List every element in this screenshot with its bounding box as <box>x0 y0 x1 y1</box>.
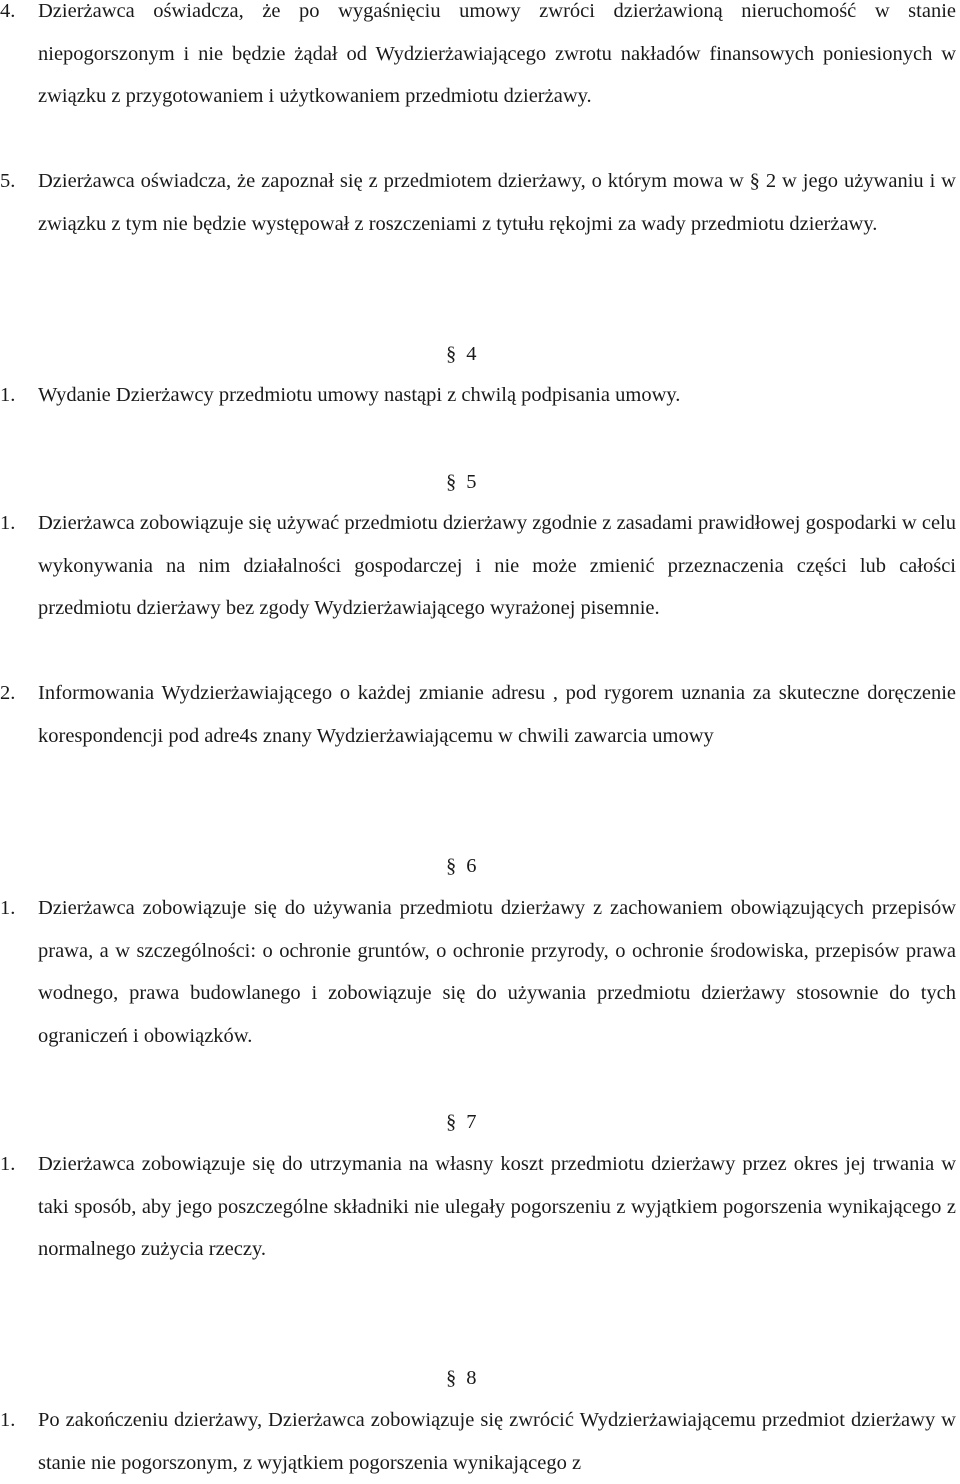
paragraph-number: 1. <box>0 897 16 919</box>
paragraph-number: 1. <box>0 384 16 406</box>
section-7-paragraph-1 <box>0 1143 956 1271</box>
section-4-paragraph-1 <box>0 374 956 417</box>
section-5-paragraph-1 <box>0 502 956 630</box>
section-number: 4 <box>466 343 477 365</box>
paragraph-number: 4. <box>0 0 16 22</box>
paragraph-number: 1. <box>0 512 16 534</box>
paragraph-text: Wydanie Dzierżawcy przedmiotu umowy nastąpi z chwilą podpisania umowy. <box>38 384 681 406</box>
section-heading-6 <box>446 852 486 880</box>
paragraph-number: 1. <box>0 1409 16 1431</box>
paragraph-number: 1. <box>0 1153 16 1175</box>
section-sign: § <box>446 855 457 877</box>
section-number: 8 <box>466 1367 477 1389</box>
paragraph-text: Dzierżawca oświadcza, że zapoznał się z przedmiotem dzierżawy, o którym mowa w § 2 w jego używaniu i w związku z tym nie będzie występował z roszczeniami z tytułu rękojmi za wady przedmiotu dzierżawy. <box>38 170 956 235</box>
paragraph-5 <box>0 160 956 245</box>
section-sign: § <box>446 343 457 365</box>
paragraph-text: Dzierżawca oświadcza, że po wygaśnięciu umowy zwróci dzierżawioną nieruchomość w stanie niepogorszonym i nie będzie żądał od Wydzierżawiającego zwrotu nakładów finansowych poniesionych w związku z przygotowaniem i użytkowaniem przedmiotu dzierżawy. <box>38 0 956 107</box>
section-heading-5 <box>446 468 486 496</box>
section-sign: § <box>446 1367 457 1389</box>
section-number: 7 <box>466 1111 477 1133</box>
section-sign: § <box>446 1111 457 1133</box>
section-sign: § <box>446 471 457 493</box>
section-number: 6 <box>466 855 477 877</box>
paragraph-text: Dzierżawca zobowiązuje się używać przedmiotu dzierżawy zgodnie z zasadami prawidłowej gospodarki w celu wykonywania na nim działalności gospodarczej i nie może zmienić przeznaczenia części lub całości przedmiotu dzierżawy bez zgody Wydzierżawiającego wyrażonej pisemnie. <box>38 512 956 619</box>
section-6-paragraph-1 <box>0 887 956 1057</box>
section-5-paragraph-2 <box>0 672 956 757</box>
paragraph-text: Dzierżawca zobowiązuje się do utrzymania na własny koszt przedmiotu dzierżawy przez okres jej trwania w taki sposób, aby jego poszczególne składniki nie ulegały pogorszeniu z wyjątkiem pogorszenia wynikającego z normalnego zużycia rzeczy. <box>38 1153 956 1260</box>
section-8-paragraph-1 <box>0 1399 956 1484</box>
paragraph-text: Informowania Wydzierżawiającego o każdej zmianie adresu , pod rygorem uznania za skuteczne doręczenie korespondencji pod adre4s znany Wydzierżawiającemu w chwili zawarcia umowy <box>38 682 956 747</box>
section-number: 5 <box>466 471 477 493</box>
paragraph-text: Dzierżawca zobowiązuje się do używania przedmiotu dzierżawy z zachowaniem obowiązujących przepisów prawa, a w szczególności: o ochronie gruntów, o ochronie przyrody, o ochronie środowiska, przepisów prawa wodnego, prawa budowlanego i zobowiązuje się do używania przedmiotu dzierżawy stosownie do tych ograniczeń i obowiązków. <box>38 897 956 1047</box>
paragraph-number: 2. <box>0 682 16 704</box>
section-heading-7 <box>446 1108 486 1136</box>
section-heading-4 <box>446 340 486 368</box>
paragraph-number: 5. <box>0 170 16 192</box>
section-heading-8 <box>446 1364 486 1392</box>
paragraph-4 <box>0 0 956 118</box>
paragraph-text: Po zakończeniu dzierżawy, Dzierżawca zobowiązuje się zwrócić Wydzierżawiającemu przedmiot dzierżawy w stanie nie pogorszonym, z wyjątkiem pogorszenia wynikającego z <box>38 1409 956 1474</box>
